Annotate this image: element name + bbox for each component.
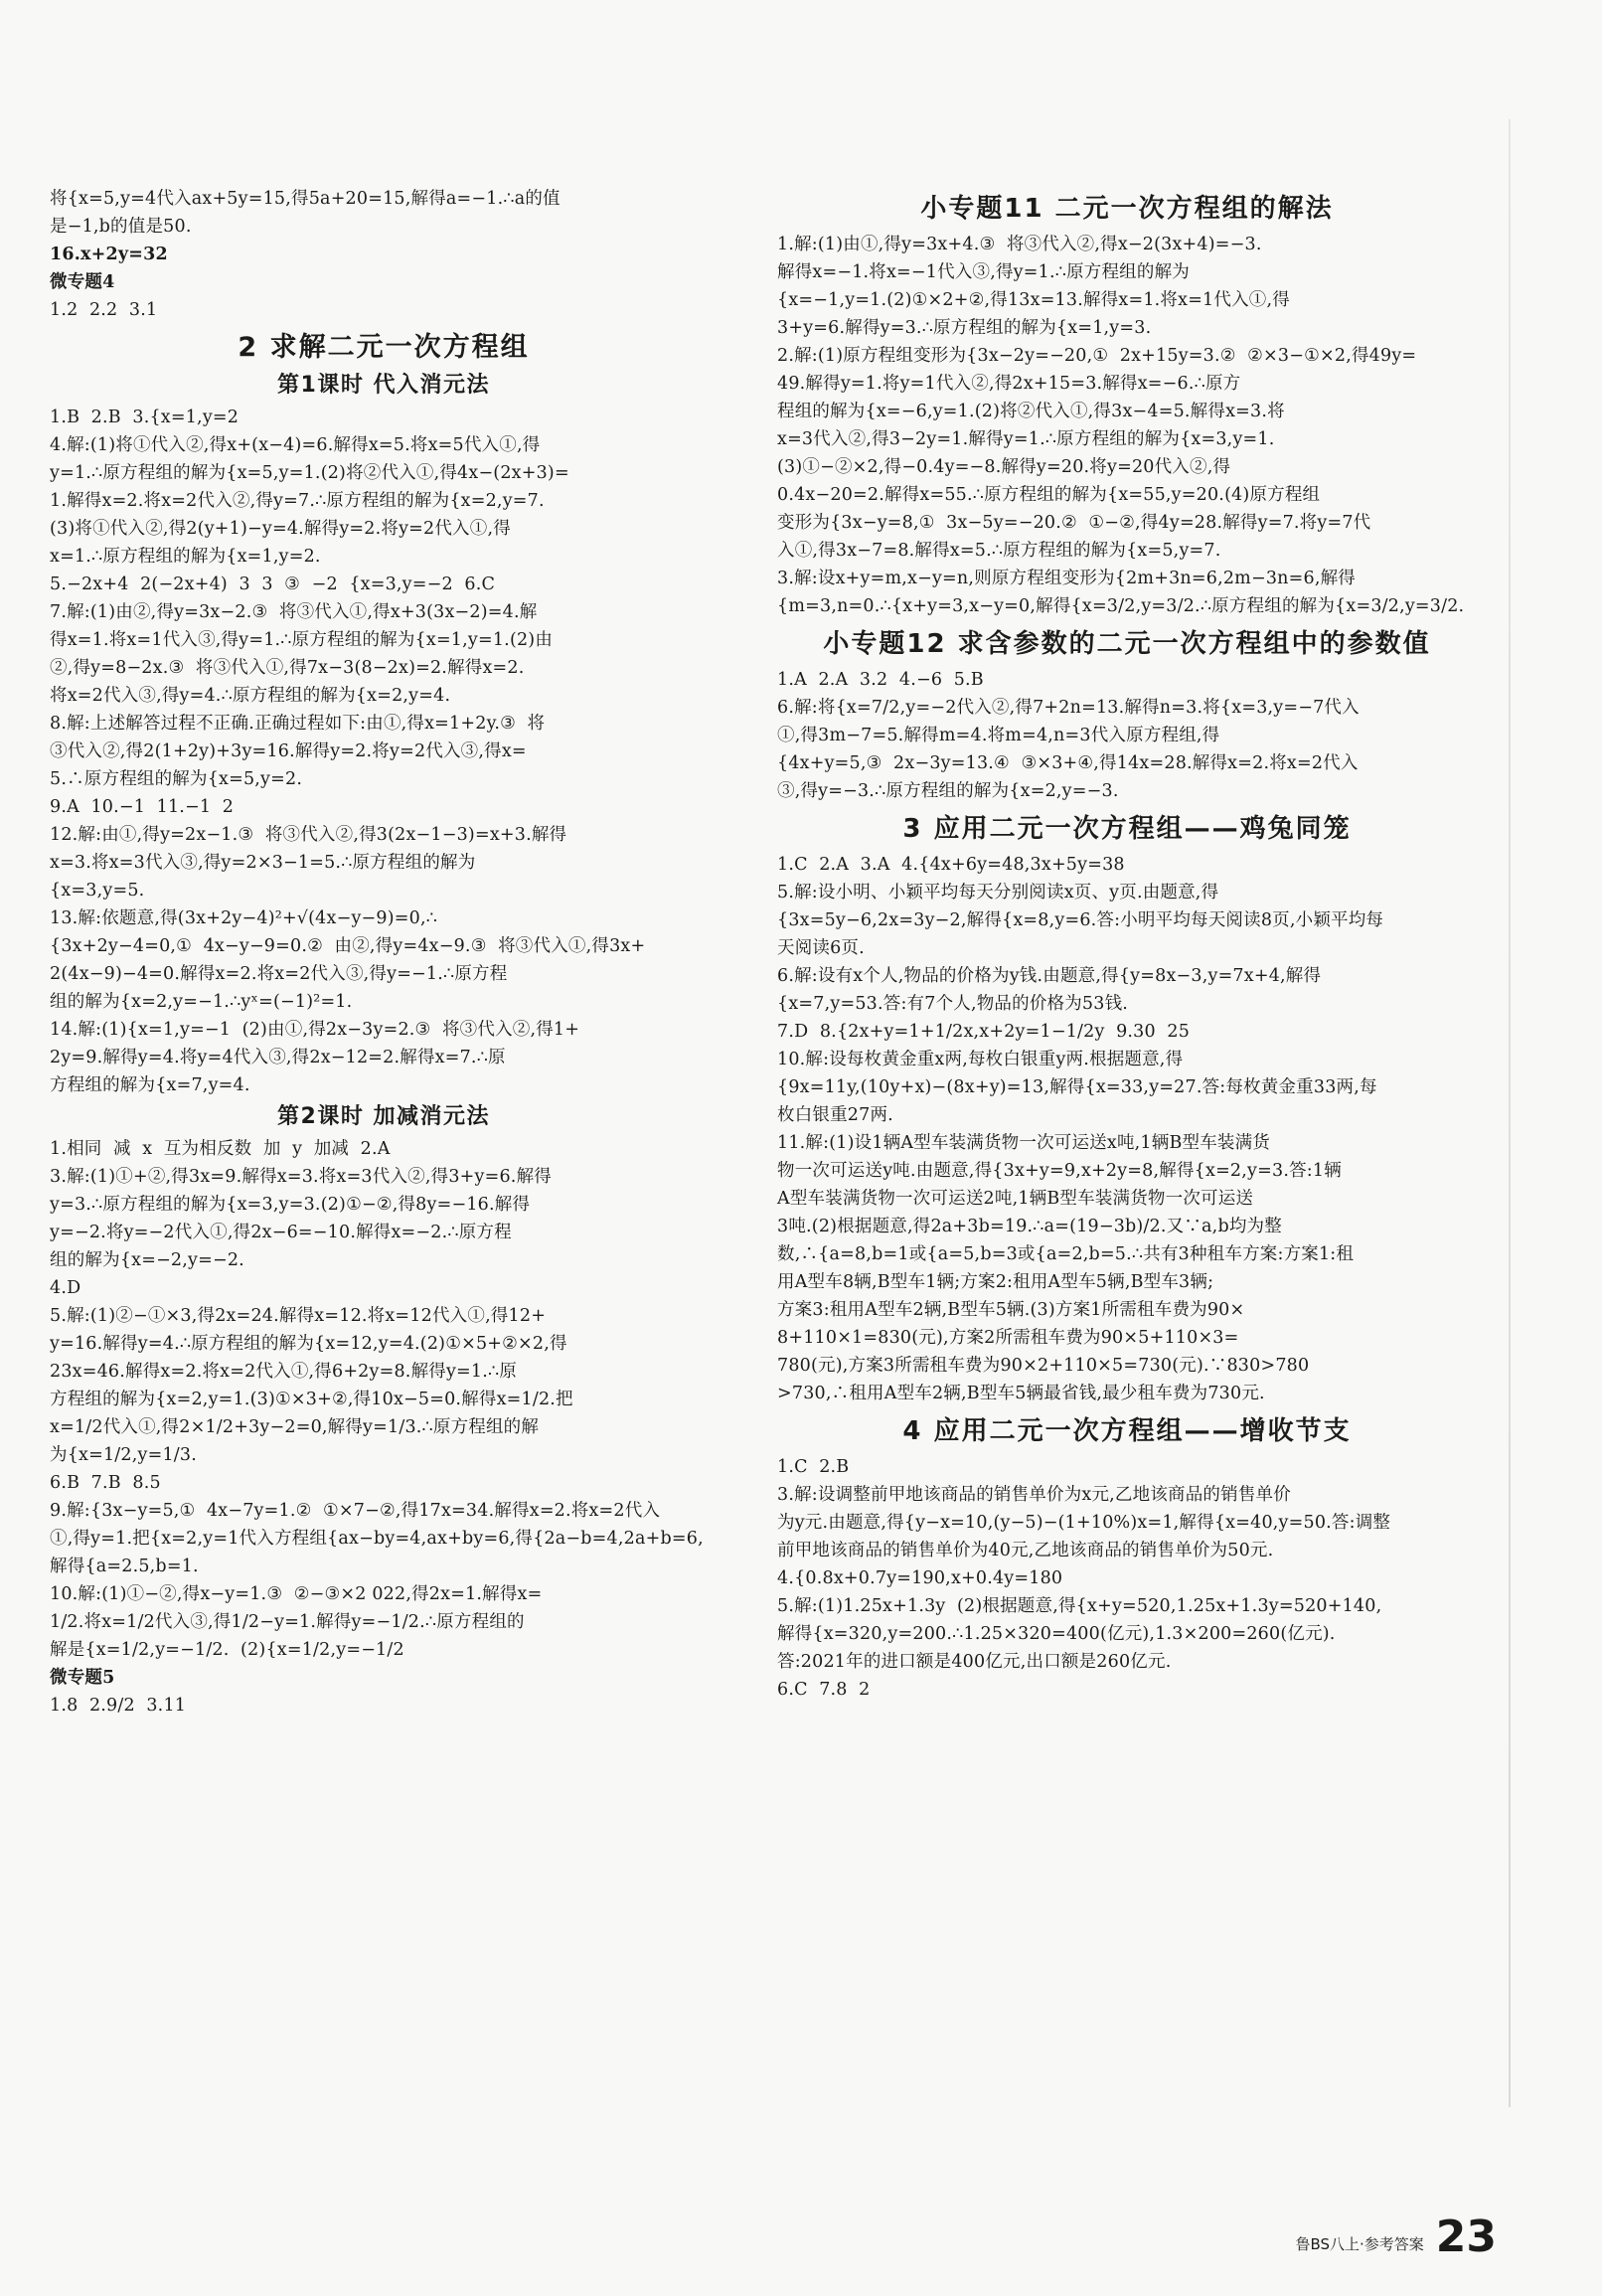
answer-line: 1.2 2.2 3.1 [50, 300, 158, 320]
page-number: 23 [1435, 2212, 1497, 2262]
answer-line: 得x=1.将x=1代入③,得y=1.∴原方程组的解为{x=1,y=1.(2)由 [50, 630, 554, 650]
answer-line: >730,∴租用A型车2辆,B型车5辆最省钱,最少租车费为730元. [777, 1384, 1265, 1403]
section-heading: 小专题11 二元一次方程组的解法 [920, 194, 1334, 224]
section-heading: 2 求解二元一次方程组 [238, 332, 530, 363]
lesson-heading: 第2课时 加减消元法 [277, 1104, 490, 1129]
answer-line: 5.解:(1)②−①×3,得2x=24.解得x=12.将x=12代入①,得12+ [50, 1306, 547, 1326]
answer-line: 1/2.将x=1/2代入③,得1/2−y=1.解得y=−1/2.∴原方程组的 [50, 1612, 525, 1632]
answer-line: 入①,得3x−7=8.解得x=5.∴原方程组的解为{x=5,y=7. [777, 541, 1221, 561]
answer-line: 2(4x−9)−4=0.解得x=2.将x=2代入③,得y=−1.∴原方程 [50, 964, 508, 984]
answer-line: 将x=2代入③,得y=4.∴原方程组的解为{x=2,y=4. [50, 686, 451, 706]
answer-line: 13.解:依题意,得(3x+2y−4)²+√(4x−y−9)=0,∴ [50, 908, 438, 928]
answer-line: 14.解:(1){x=1,y=−1 (2)由①,得2x−3y=2.③ 将③代入②,得1+ [50, 1020, 580, 1040]
answer-line: 10.解:设每枚黄金重x两,每枚白银重y两.根据题意,得 [777, 1050, 1184, 1069]
answer-line: 1.C 2.B [777, 1457, 850, 1477]
right-column [777, 185, 1477, 1704]
left-column [50, 185, 718, 1720]
answer-line: 8.解:上述解答过程不正确.正确过程如下:由①,得x=1+2y.③ 将 [50, 714, 546, 734]
answer-line: x=3.将x=3代入③,得y=2×3−1=5.∴原方程组的解为 [50, 853, 476, 873]
answer-line: 1.解得x=2.将x=2代入②,得y=7.∴原方程组的解为{x=2,y=7. [50, 491, 545, 511]
answer-line: 5.解:(1)1.25x+1.3y (2)根据题意,得{x+y=520,1.25x+1.3y=520+140, [777, 1596, 1382, 1616]
answer-line: 6.C 7.8 2 [777, 1680, 871, 1700]
answer-line: 5.∴原方程组的解为{x=5,y=2. [50, 769, 303, 789]
answer-line: 1.B 2.B 3.{x=1,y=2 [50, 408, 240, 427]
page-footer [1295, 2214, 1497, 2260]
answer-line: 2.解:(1)原方程组变形为{3x−2y=−20,① 2x+15y=3.② ②×3−①×2,得49y= [777, 346, 1417, 366]
answer-line: (3)①−②×2,得−0.4y=−8.解得y=20.将y=20代入②,得 [777, 457, 1231, 477]
answer-line: 方案3:租用A型车2辆,B型车5辆.(3)方案1所需租车费为90× [777, 1300, 1245, 1320]
answer-line: 49.解得y=1.将y=1代入②,得2x+15=3.解得x=−6.∴原方 [777, 374, 1241, 394]
answer-line: {m=3,n=0.∴{x+y=3,x−y=0,解得{x=3/2,y=3/2.∴原方程组的解为{x=3/2,y=3/2. [777, 596, 1465, 616]
answer-line: 天阅读6页. [777, 938, 865, 958]
answer-line: {3x=5y−6,2x=3y−2,解得{x=8,y=6.答:小明平均每天阅读8页,小颖平均每 [777, 910, 1384, 930]
book-tag: 鲁BS八上·参考答案 [1295, 2235, 1424, 2253]
answer-line: 是−1,b的值是50. [50, 217, 192, 237]
answer-line: y=−2.将y=−2代入①,得2x−6=−10.解得x=−2.∴原方程 [50, 1223, 512, 1242]
answer-line: (3)将①代入②,得2(y+1)−y=4.解得y=2.将y=2代入①,得 [50, 519, 511, 539]
answer-line: 3.解:设调整前甲地该商品的销售单价为x元,乙地该商品的销售单价 [777, 1485, 1291, 1505]
answer-line: y=16.解得y=4.∴原方程组的解为{x=12,y=4.(2)①×5+②×2,得 [50, 1334, 567, 1354]
answer-line: 4.{0.8x+0.7y=190,x+0.4y=180 [777, 1568, 1063, 1588]
answer-line: 解是{x=1/2,y=−1/2. (2){x=1/2,y=−1/2 [50, 1640, 404, 1660]
answer-line: 1.A 2.A 3.2 4.−6 5.B [777, 670, 984, 690]
answer-line: 数,∴{a=8,b=1或{a=5,b=3或{a=2,b=5.∴共有3种租车方案:方案1:租 [777, 1244, 1355, 1264]
answer-line: 5.−2x+4 2(−2x+4) 3 3 ③ −2 {x=3,y=−2 6.C [50, 574, 496, 594]
lesson-heading: 第1课时 代入消元法 [277, 373, 490, 398]
answer-line: ①,得3m−7=5.解得m=4.将m=4,n=3代入原方程组,得 [777, 726, 1220, 745]
answer-line: x=1.∴原方程组的解为{x=1,y=2. [50, 547, 321, 567]
answer-line: 2y=9.解得y=4.将y=4代入③,得2x−12=2.解得x=7.∴原 [50, 1048, 506, 1067]
answer-line: {4x+y=5,③ 2x−3y=13.④ ③×3+④,得14x=28.解得x=2.将x=2代入 [777, 753, 1359, 773]
answer-line: {x=−1,y=1.(2)①×2+②,得13x=13.解得x=1.将x=1代入①,得 [777, 290, 1290, 310]
answer-line: 组的解为{x=2,y=−1.∴yˣ=(−1)²=1. [50, 992, 353, 1012]
answer-line: x=1/2代入①,得2×1/2+3y−2=0,解得y=1/3.∴原方程组的解 [50, 1417, 540, 1437]
answer-line: 为{x=1/2,y=1/3. [50, 1445, 197, 1465]
answer-line: 前甲地该商品的销售单价为40元,乙地该商品的销售单价为50元. [777, 1541, 1274, 1560]
answer-line: 1.相同 减 x 互为相反数 加 y 加减 2.A [50, 1139, 391, 1159]
answer-line: 0.4x−20=2.解得x=55.∴原方程组的解为{x=55,y=20.(4)原方程组 [777, 485, 1321, 505]
answer-line: 4.D [50, 1278, 81, 1298]
answer-line: ③,得y=−3.∴原方程组的解为{x=2,y=−3. [777, 781, 1119, 801]
answer-line: 7.D 8.{2x+y=1+1/2x,x+2y=1−1/2y 9.30 25 [777, 1022, 1191, 1042]
answer-line: 变形为{3x−y=8,① 3x−5y=−20.② ①−②,得4y=28.解得y=7.将y=7代 [777, 513, 1371, 533]
answer-line: {9x=11y,(10y+x)−(8x+y)=13,解得{x=33,y=27.答:每枚黄金重33两,每 [777, 1077, 1377, 1097]
answer-line: 12.解:由①,得y=2x−1.③ 将③代入②,得3(2x−1−3)=x+3.解得 [50, 825, 567, 845]
answer-line: 枚白银重27两. [777, 1105, 893, 1125]
answer-line: 物一次可运送y吨.由题意,得{3x+y=9,x+2y=8,解得{x=2,y=3.答:1辆 [777, 1161, 1342, 1181]
answer-line: {3x+2y−4=0,① 4x−y−9=0.② 由②,得y=4x−9.③ 将③代入①,得3x+ [50, 936, 646, 956]
answer-line: 10.解:(1)①−②,得x−y=1.③ ②−③×2 022,得2x=1.解得x= [50, 1584, 543, 1604]
answer-line: 方程组的解为{x=2,y=1.(3)①×3+②,得10x−5=0.解得x=1/2.把 [50, 1390, 573, 1409]
answer-line: 解得{x=320,y=200.∴1.25×320=400(亿元),1.3×200=260(亿元). [777, 1624, 1336, 1644]
answer-line: 5.解:设小明、小颖平均每天分别阅读x页、y页.由题意,得 [777, 883, 1219, 902]
answer-line: 将{x=5,y=4代入ax+5y=15,得5a+20=15,解得a=−1.∴a的值 [50, 189, 561, 209]
answer-line: 8+110×1=830(元),方案2所需租车费为90×5+110×3= [777, 1328, 1239, 1348]
answer-line: {x=7,y=53.答:有7个人,物品的价格为53钱. [777, 994, 1129, 1014]
answer-line: 780(元),方案3所需租车费为90×2+110×5=730(元).∵830>780 [777, 1356, 1310, 1376]
answer-line: 3.解:设x+y=m,x−y=n,则原方程组变形为{2m+3n=6,2m−3n=6,解得 [777, 569, 1356, 588]
answer-line: 9.A 10.−1 11.−1 2 [50, 797, 235, 817]
answer-line: 6.解:设有x个人,物品的价格为y钱.由题意,得{y=8x−3,y=7x+4,解得 [777, 966, 1322, 986]
answer-line: 9.解:{3x−y=5,① 4x−7y=1.② ①×7−②,得17x=34.解得x=2.将x=2代入 [50, 1501, 661, 1521]
answer-line: 用A型车8辆,B型车1辆;方案2:租用A型车5辆,B型车3辆; [777, 1272, 1214, 1292]
answer-line: 16.x+2y=32 [50, 245, 168, 264]
section-heading: 3 应用二元一次方程组——鸡兔同笼 [902, 814, 1352, 844]
answer-line: 3+y=6.解得y=3.∴原方程组的解为{x=1,y=3. [777, 318, 1152, 338]
answer-line: 1.8 2.9/2 3.11 [50, 1696, 187, 1716]
answer-line: 3.解:(1)①+②,得3x=9.解得x=3.将x=3代入②,得3+y=6.解得 [50, 1167, 552, 1187]
page-edge-shadow [1509, 119, 1511, 2107]
answer-line: 为y元.由题意,得{y−x=10,(y−5)−(1+10%)x=1,解得{x=40,y=50.答:调整 [777, 1513, 1391, 1533]
answer-line: 解得x=−1.将x=−1代入③,得y=1.∴原方程组的解为 [777, 262, 1190, 282]
answer-line: 解得{a=2.5,b=1. [50, 1557, 199, 1576]
answer-line: 7.解:(1)由②,得y=3x−2.③ 将③代入①,得x+3(3x−2)=4.解 [50, 602, 538, 622]
answer-line: 微专题5 [50, 1668, 115, 1688]
answer-line: 6.解:将{x=7/2,y=−2代入②,得7+2n=13.解得n=3.将{x=3,y=−7代入 [777, 698, 1360, 718]
answer-line: ①,得y=1.把{x=2,y=1代入方程组{ax−by=4,ax+by=6,得{2a−b=4,2a+b=6, [50, 1529, 704, 1549]
answer-line: 4.解:(1)将①代入②,得x+(x−4)=6.解得x=5.将x=5代入①,得 [50, 435, 541, 455]
section-heading: 小专题12 求含参数的二元一次方程组中的参数值 [823, 629, 1431, 659]
answer-line: 1.C 2.A 3.A 4.{4x+6y=48,3x+5y=38 [777, 855, 1125, 875]
answer-line: 23x=46.解得x=2.将x=2代入①,得6+2y=8.解得y=1.∴原 [50, 1362, 518, 1382]
answer-line: 6.B 7.B 8.5 [50, 1473, 161, 1493]
answer-line: {x=3,y=5. [50, 881, 145, 901]
answer-line: 微专题4 [50, 272, 115, 292]
answer-line: A型车装满货物一次可运送2吨,1辆B型车装满货物一次可运送 [777, 1189, 1254, 1209]
answer-line: 组的解为{x=−2,y=−2. [50, 1250, 244, 1270]
answer-line: x=3代入②,得3−2y=1.解得y=1.∴原方程组的解为{x=3,y=1. [777, 429, 1275, 449]
answer-line: 方程组的解为{x=7,y=4. [50, 1075, 250, 1095]
answer-line: 答:2021年的进口额是400亿元,出口额是260亿元. [777, 1652, 1172, 1672]
section-heading: 4 应用二元一次方程组——增收节支 [902, 1416, 1352, 1446]
answer-line: 程组的解为{x=−6,y=1.(2)将②代入①,得3x−4=5.解得x=3.将 [777, 402, 1285, 421]
answer-line: 1.解:(1)由①,得y=3x+4.③ 将③代入②,得x−2(3x+4)=−3. [777, 235, 1262, 254]
answer-line: 3吨.(2)根据题意,得2a+3b=19.∴a=(19−3b)/2.又∵a,b均为整 [777, 1217, 1282, 1236]
answer-line: ③代入②,得2(1+2y)+3y=16.解得y=2.将y=2代入③,得x= [50, 741, 527, 761]
answer-line: y=3.∴原方程组的解为{x=3,y=3.(2)①−②,得8y=−16.解得 [50, 1195, 531, 1215]
answer-line: y=1.∴原方程组的解为{x=5,y=1.(2)将②代入①,得4x−(2x+3)= [50, 463, 569, 483]
answer-line: ②,得y=8−2x.③ 将③代入①,得7x−3(8−2x)=2.解得x=2. [50, 658, 525, 678]
answer-line: 11.解:(1)设1辆A型车装满货物一次可运送x吨,1辆B型车装满货 [777, 1133, 1271, 1153]
